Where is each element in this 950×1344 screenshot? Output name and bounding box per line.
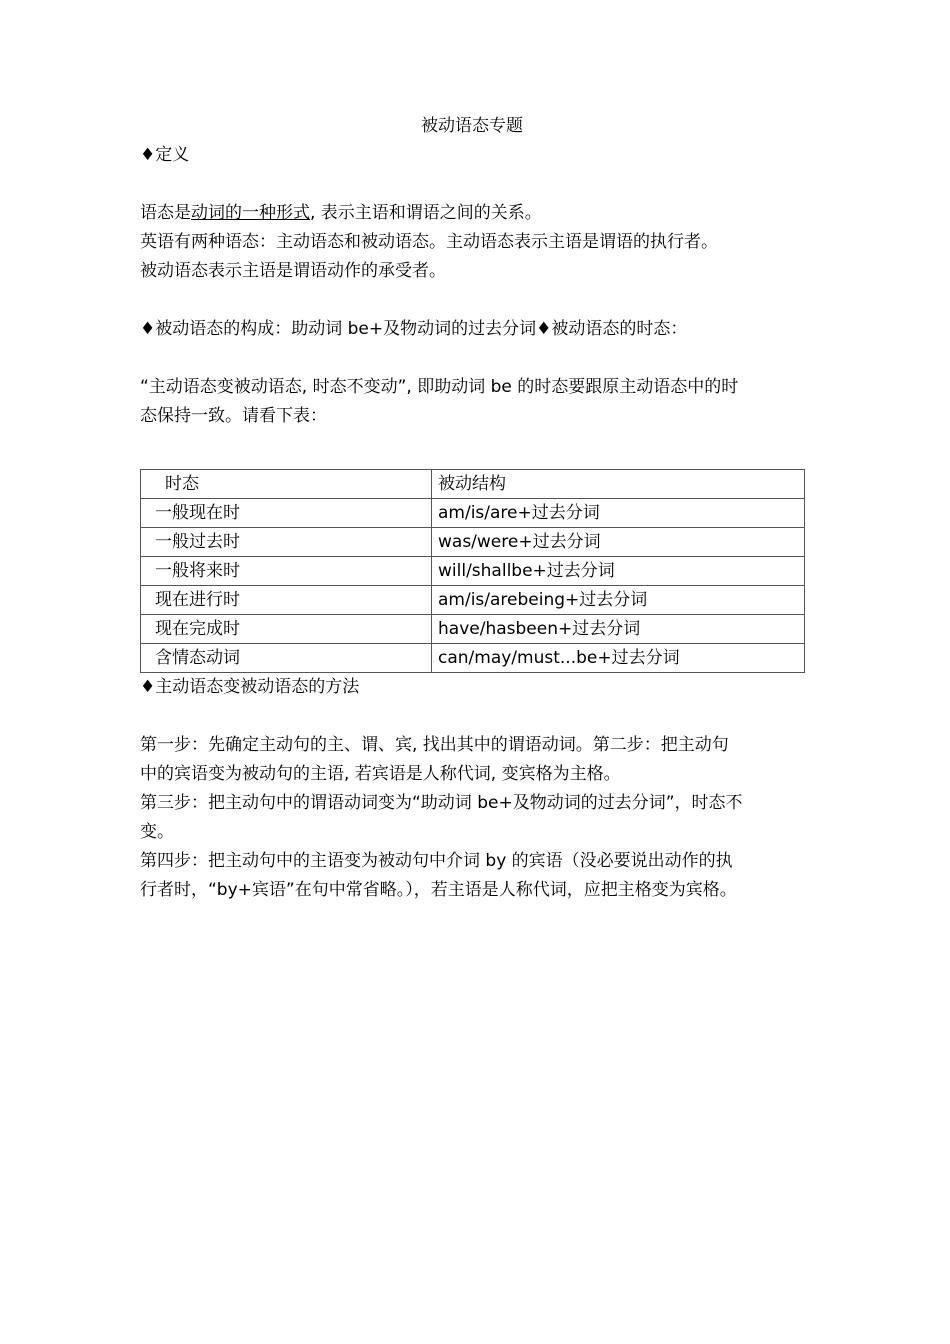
table-cell-tense: 含情态动词 bbox=[141, 644, 432, 673]
table-header-cell: 时态 bbox=[141, 470, 432, 499]
step-line-6: 行者时，“by+宾语”在句中常省略。），若主语是人称代词，应把主格变为宾格。 bbox=[140, 880, 737, 900]
definition-line-1 bbox=[140, 199, 820, 228]
page-title: 被动语态专题 bbox=[421, 116, 523, 136]
tense-rule-line-1: “主动语态变被动语态, 时态不变动”, 即助动词 be 的时态要跟原主动语态中的时 bbox=[140, 377, 739, 397]
table-cell-structure: will/shallbe+过去分词 bbox=[432, 557, 805, 586]
table-cell-structure: have/hasbeen+过去分词 bbox=[432, 615, 805, 644]
table-cell-tense: 一般现在时 bbox=[141, 499, 432, 528]
definition-line-2: 英语有两种语态：主动语态和被动语态。主动语态表示主语是谓语的执行者。 bbox=[140, 232, 718, 252]
table-cell-tense: 现在进行时 bbox=[141, 586, 432, 615]
table-row bbox=[141, 586, 805, 615]
blank-line bbox=[140, 286, 820, 315]
table-cell-structure: am/is/arebeing+过去分词 bbox=[432, 586, 805, 615]
table-row bbox=[141, 557, 805, 586]
table-cell-tense: 一般将来时 bbox=[141, 557, 432, 586]
table-row bbox=[141, 615, 805, 644]
step-line-3: 第三步：把主动句中的谓语动词变为“助动词 be+及物动词的过去分词”，时态不 bbox=[140, 793, 743, 813]
step-line-1: 第一步：先确定主动句的主、谓、宾, 找出其中的谓语动词。第二步：把主动句 bbox=[140, 735, 729, 755]
table-cell-tense: 现在完成时 bbox=[141, 615, 432, 644]
table-cell-tense: 一般过去时 bbox=[141, 528, 432, 557]
step-line-5: 第四步：把主动句中的主语变为被动句中介词 by 的宾语（没必要说出动作的执 bbox=[140, 851, 733, 871]
underlined-term: 动词的一种形式 bbox=[191, 203, 310, 223]
method-heading: ♦主动语态变被动语态的方法 bbox=[140, 677, 360, 697]
blank-line bbox=[140, 170, 820, 199]
table-row bbox=[141, 644, 805, 673]
table-cell-structure: am/is/are+过去分词 bbox=[432, 499, 805, 528]
tense-table bbox=[140, 469, 805, 673]
table-header-cell: 被动结构 bbox=[432, 470, 805, 499]
composition-line: ♦被动语态的构成：助动词 be+及物动词的过去分词♦被动语态的时态： bbox=[140, 319, 688, 339]
definition-text: , 表示主语和谓语之间的关系。 bbox=[310, 203, 542, 223]
definition-heading: ♦定义 bbox=[140, 145, 190, 165]
definition-text: 语态是 bbox=[140, 203, 191, 223]
definition-line-3: 被动语态表示主语是谓语动作的承受者。 bbox=[140, 261, 446, 281]
blank-line bbox=[140, 702, 820, 731]
table-row bbox=[141, 528, 805, 557]
table-cell-structure: can/may/must...be+过去分词 bbox=[432, 644, 805, 673]
table-header-row bbox=[141, 470, 805, 499]
step-line-4: 变。 bbox=[140, 822, 174, 842]
step-line-2: 中的宾语变为被动句的主语, 若宾语是人称代词, 变宾格为主格。 bbox=[140, 764, 621, 784]
table-cell-structure: was/were+过去分词 bbox=[432, 528, 805, 557]
blank-line bbox=[140, 344, 820, 373]
document-body bbox=[140, 112, 820, 905]
blank-line bbox=[140, 431, 820, 460]
table-row bbox=[141, 499, 805, 528]
tense-rule-line-2: 态保持一致。请看下表： bbox=[140, 406, 327, 426]
